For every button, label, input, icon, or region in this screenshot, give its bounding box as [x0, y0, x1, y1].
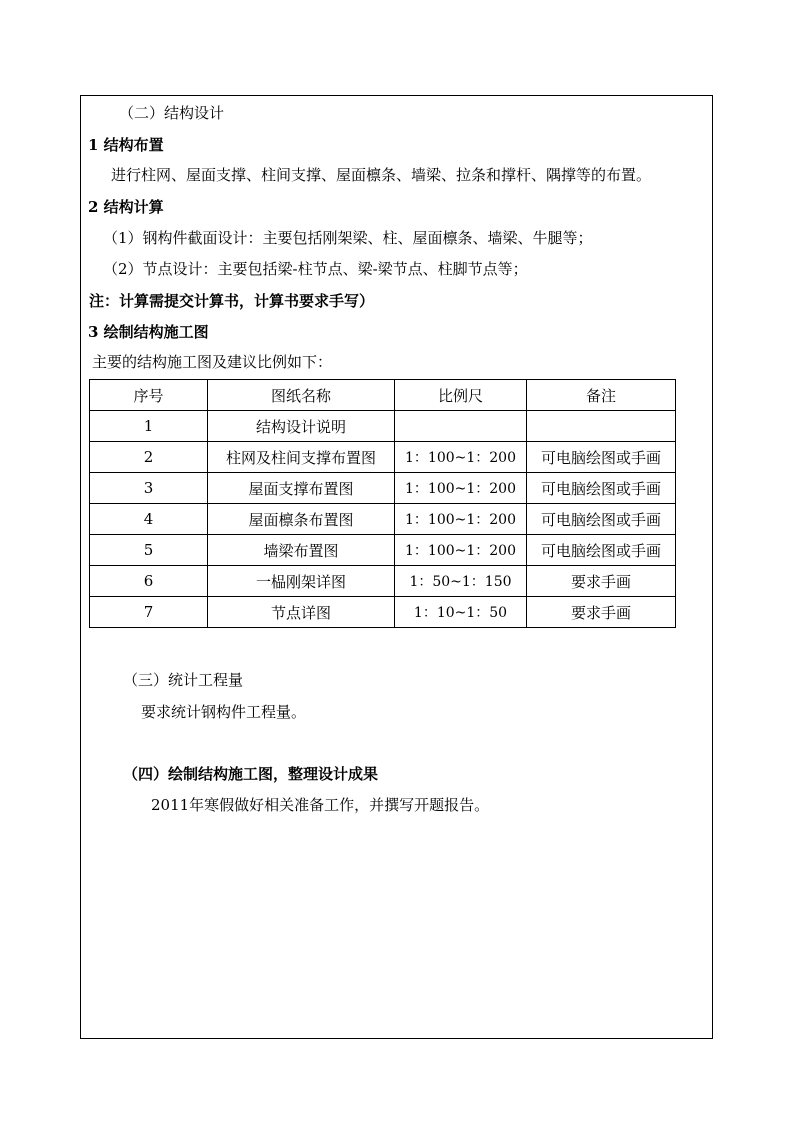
cell-index: 7 — [90, 597, 208, 628]
cell-scale — [395, 411, 527, 442]
table-row — [90, 504, 676, 535]
drawing-heading: 3 绘制结构施工图 — [88, 323, 209, 341]
cell-drawing-name: 屋面支撑布置图 — [208, 473, 395, 504]
section-4-title: （四）绘制结构施工图，整理设计成果 — [123, 765, 379, 783]
table-row — [90, 411, 676, 442]
table-row — [90, 442, 676, 473]
table-row — [90, 535, 676, 566]
cell-index: 3 — [90, 473, 208, 504]
cell-drawing-name: 结构设计说明 — [208, 411, 395, 442]
cell-drawing-name: 屋面檩条布置图 — [208, 504, 395, 535]
header-scale: 比例尺 — [395, 380, 527, 411]
cell-scale: 1：100~1：200 — [395, 442, 527, 473]
table-header-row — [90, 380, 676, 411]
layout-text: 进行柱网、屋面支撑、柱间支撑、屋面檩条、墙梁、拉条和撑杆、隅撑等的布置。 — [111, 166, 652, 184]
cell-drawing-name: 一榀刚架详图 — [208, 566, 395, 597]
section-4-text: 2011年寒假做好相关准备工作，并撰写开题报告。 — [151, 796, 490, 814]
cell-remarks: 要求手画 — [527, 597, 676, 628]
layout-heading: 1 结构布置 — [88, 136, 164, 154]
header-drawing-name: 图纸名称 — [208, 380, 395, 411]
section-3-title: （三）统计工程量 — [123, 671, 244, 689]
cell-index: 4 — [90, 504, 208, 535]
calc-item-2: （2）节点设计：主要包括梁-柱节点、梁-梁节点、柱脚节点等； — [103, 260, 528, 278]
cell-index: 5 — [90, 535, 208, 566]
cell-drawing-name: 墙梁布置图 — [208, 535, 395, 566]
calc-item-1: （1）钢构件截面设计：主要包括刚架梁、柱、屋面檩条、墙梁、牛腿等； — [103, 229, 593, 247]
cell-remarks: 可电脑绘图或手画 — [527, 504, 676, 535]
cell-remarks: 可电脑绘图或手画 — [527, 535, 676, 566]
table-row — [90, 566, 676, 597]
content-frame — [80, 95, 713, 1039]
cell-index: 2 — [90, 442, 208, 473]
cell-scale: 1：50~1：150 — [395, 566, 527, 597]
header-index: 序号 — [90, 380, 208, 411]
cell-index: 1 — [90, 411, 208, 442]
header-remarks: 备注 — [527, 380, 676, 411]
cell-drawing-name: 节点详图 — [208, 597, 395, 628]
calc-note: 注：计算需提交计算书，计算书要求手写） — [89, 292, 375, 310]
table-row — [90, 597, 676, 628]
cell-remarks: 可电脑绘图或手画 — [527, 473, 676, 504]
section-3-text: 要求统计钢构件工程量。 — [141, 703, 307, 721]
section-2-title: （二）结构设计 — [119, 104, 225, 122]
cell-scale: 1：100~1：200 — [395, 535, 527, 566]
cell-remarks: 要求手画 — [527, 566, 676, 597]
calc-heading: 2 结构计算 — [88, 198, 164, 216]
drawing-intro: 主要的结构施工图及建议比例如下： — [92, 353, 333, 371]
cell-scale: 1：100~1：200 — [395, 504, 527, 535]
table-row — [90, 473, 676, 504]
drawings-table — [89, 379, 676, 628]
cell-scale: 1：10~1：50 — [395, 597, 527, 628]
cell-drawing-name: 柱网及柱间支撑布置图 — [208, 442, 395, 473]
cell-scale: 1：100~1：200 — [395, 473, 527, 504]
cell-remarks — [527, 411, 676, 442]
cell-index: 6 — [90, 566, 208, 597]
cell-remarks: 可电脑绘图或手画 — [527, 442, 676, 473]
